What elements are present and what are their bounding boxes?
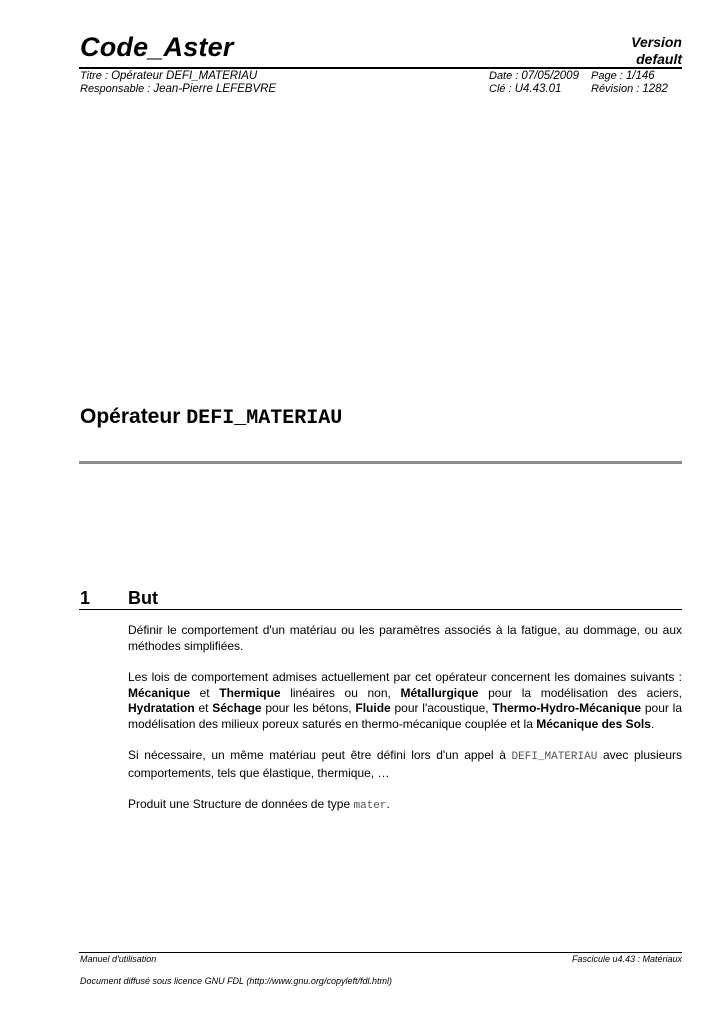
p4-code: mater bbox=[353, 800, 387, 812]
p2-text-9: . bbox=[650, 716, 655, 731]
page-label: Page : bbox=[591, 70, 626, 82]
paragraph-1: Définir le comportement d'un matériau ou les paramètres associés à la fatigue, au dommage, ou aux méthodes simplifiées. bbox=[128, 623, 682, 653]
p2-bold-thm: Thermo-Hydro-Mécanique bbox=[492, 701, 642, 715]
title-rule bbox=[79, 461, 682, 464]
page-value: 1/146 bbox=[625, 70, 655, 82]
paragraph-2 bbox=[128, 670, 682, 732]
footer-license: Document diffusé sous licence GNU FDL (http://www.gnu.org/copyleft/fdl.html) bbox=[80, 976, 392, 986]
p2-bold-sechage: Séchage bbox=[212, 701, 262, 715]
section-body bbox=[128, 623, 682, 831]
header-cle bbox=[489, 82, 561, 96]
p2-text-3: linéaires ou non, bbox=[280, 685, 401, 700]
code-aster-logo: Code_Aster bbox=[80, 32, 234, 62]
p2-bold-fluide: Fluide bbox=[355, 701, 391, 715]
p4-text-2: . bbox=[386, 797, 390, 811]
footer-left: Manuel d'utilisation bbox=[80, 954, 157, 964]
paragraph-4 bbox=[128, 797, 682, 815]
p2-bold-metallurgique: Métallurgique bbox=[400, 685, 479, 700]
p2-bold-mecanique-sols: Mécanique des Sols bbox=[536, 716, 651, 731]
p2-text-8: pour la modélisation des milieux poreux saturés en thermo-mécanique couplée et la bbox=[128, 701, 682, 731]
p3-text-1: Si nécessaire, un même matériau peut être défini lors d'un appel à bbox=[128, 748, 512, 762]
revision-label: Révision : bbox=[591, 83, 643, 95]
header-page bbox=[591, 69, 655, 83]
version-block bbox=[631, 34, 682, 68]
footer-rule bbox=[79, 952, 682, 953]
date-label: Date : bbox=[489, 70, 522, 82]
responsable-value: Jean-Pierre LEFEBVRE bbox=[153, 83, 277, 95]
date-value: 07/05/2009 bbox=[521, 70, 579, 82]
version-label: Version bbox=[631, 34, 682, 50]
paragraph-3 bbox=[128, 748, 682, 781]
revision-value: 1282 bbox=[642, 83, 668, 95]
section-title: But bbox=[128, 588, 158, 608]
section-rule bbox=[79, 609, 682, 610]
p2-bold-mecanique: Mécanique bbox=[128, 685, 191, 700]
titre-label: Titre : bbox=[80, 70, 112, 82]
p2-text-4: pour la modélisation des aciers, bbox=[478, 685, 682, 700]
p3-code: DEFI_MATERIAU bbox=[511, 751, 598, 763]
p4-text-1: Produit une Structure de données de type bbox=[128, 797, 354, 811]
p2-text-2: et bbox=[190, 685, 220, 700]
document-title bbox=[80, 405, 342, 430]
p3-text-2: avec plusieurs comportements, tels que élastique, thermique, … bbox=[128, 748, 682, 780]
cle-value: U4.43.01 bbox=[514, 83, 562, 95]
header-titre bbox=[80, 69, 257, 83]
responsable-label: Responsable : bbox=[80, 83, 154, 95]
p2-bold-hydratation: Hydratation bbox=[128, 701, 195, 715]
header-revision bbox=[591, 82, 668, 96]
header-responsable bbox=[80, 82, 276, 96]
p2-text-5: et bbox=[194, 701, 213, 715]
p2-text-1: Les lois de comportement admises actuellement par cet opérateur concernent les domaines suivants : bbox=[128, 670, 682, 684]
title-prefix: Opérateur bbox=[80, 405, 187, 428]
header-date bbox=[489, 69, 579, 83]
version-value: default bbox=[636, 51, 682, 67]
p2-bold-thermique: Thermique bbox=[219, 685, 281, 700]
p2-text-6: pour les bétons, bbox=[261, 701, 356, 715]
footer-right: Fascicule u4.43 : Matériaux bbox=[571, 954, 682, 964]
p2-text-7: pour l'acoustique, bbox=[390, 701, 493, 715]
section-number: 1 bbox=[80, 588, 91, 608]
cle-label: Clé : bbox=[489, 83, 515, 95]
titre-value: Opérateur DEFI_MATERIAU bbox=[111, 70, 258, 82]
title-code: DEFI_MATERIAU bbox=[186, 407, 343, 430]
